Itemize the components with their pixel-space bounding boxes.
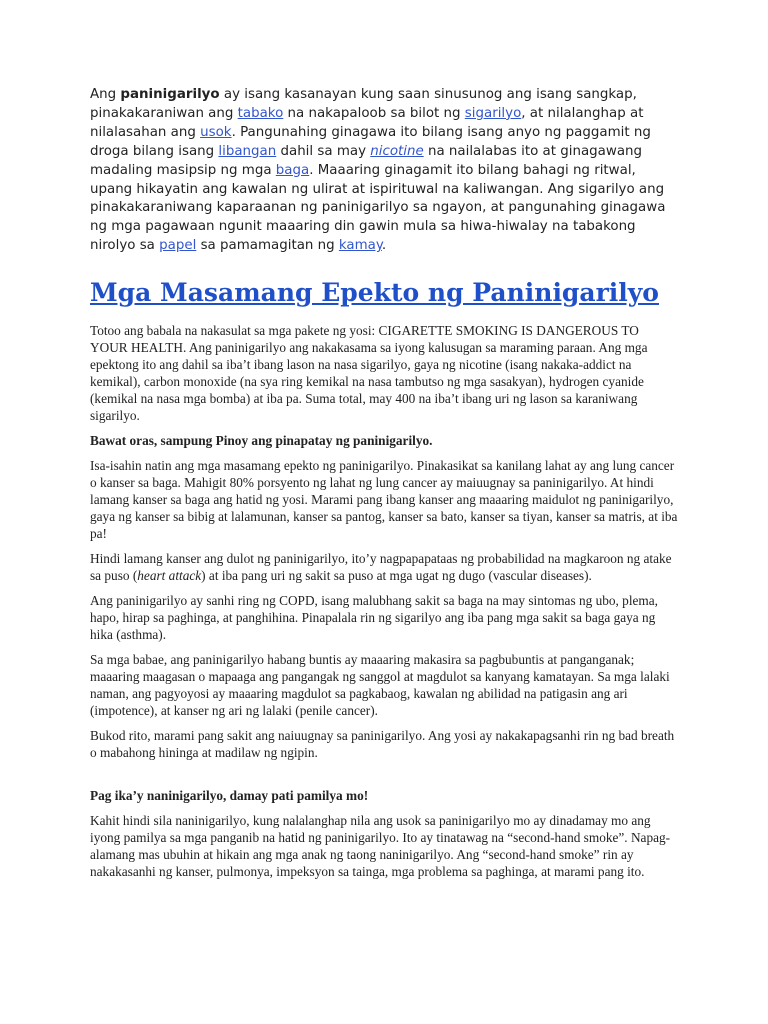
italic-term: heart attack — [137, 568, 202, 584]
intro-text: na nailalabas ito at ginagawang madaling masipsip ng mga — [90, 143, 643, 178]
intro-text: na nakapaloob sa bilot ng — [283, 105, 465, 121]
paragraph-other-effects: Bukod rito, marami pang sakit ang naiuugnay sa paninigarilyo. Ang yosi ay nakakapagsanhi rin ng bad breath o mabahong hininga at madilaw ng ngipin. — [90, 728, 675, 761]
intro-text: Ang — [90, 87, 121, 102]
intro-paragraph — [90, 86, 678, 256]
link-usok[interactable]: usok — [200, 124, 232, 140]
intro-text: ay isang kasanayan kung saan sinusunog ang isang sangkap, pinakakaraniwan ang — [90, 87, 637, 121]
link-kamay[interactable]: kamay — [338, 238, 382, 254]
subheading-family: Pag ika’y naninigarilyo, damay pati pamilya mo! — [90, 788, 369, 804]
link-baga[interactable]: baga — [275, 162, 310, 178]
paragraph-cancer: Isa-isahin natin ang mga masamang epekto ng paninigarilyo. Pinakasikat sa kanilang lahat ay ang lung cancer o kanser sa baga. Mahigit 80% porsyento ng lahat ng lung cancer ay maiuugnay sa paninigarilyo. At hindi lamang kanser sa baga ang hatid ng yosi. Marami pang ibang kanser ang maaaring maidulot ng paninigarilyo, gaya ng kanser sa bibig at lalamunan, kanser sa pantog, kanser sa bato, kanser sa tiyan, kanser sa matris, at iba pa! — [90, 458, 678, 542]
paragraph-warning: Totoo ang babala na nakasulat sa mga pakete ng yosi: CIGARETTE SMOKING IS DANGEROUS TO YOUR HEALTH. Ang paninigarilyo ang nakakasama sa iyong kalusugan sa maraming paraan. Ang mga epektong ito ang dahil sa iba’t ibang lason na nasa sigarilyo, gaya ng nicotine (isang nakaka-addict na kemikal), carbon monoxide (na sya ring kemikal na nasa tambutso ng mga sasakyan), hydrogen cyanide (kemikal na nasa mga bomba) at iba pa. Suma total, may 400 na iba’t ibang uri ng lason sa karaniwang sigarilyo. — [90, 323, 648, 424]
section-heading: Mga Masamang Epekto ng Paninigarilyo — [90, 278, 659, 308]
intro-text: dahil sa may — [276, 143, 371, 159]
subheading-deaths: Bawat oras, sampung Pinoy ang pinapatay ng paninigarilyo. — [90, 433, 433, 449]
intro-bold-term: paninigarilyo — [120, 87, 220, 102]
paragraph-text: Hindi lamang kanser ang dulot ng paninigarilyo, ito’y nagpapapataas ng probabilidad na magkaroon ng atake sa puso ( — [90, 551, 672, 584]
intro-text: . Pangunahing ginagawa ito bilang isang anyo ng paggamit ng droga bilang isang — [90, 124, 651, 159]
paragraph-copd: Ang paninigarilyo ay sanhi ring ng COPD, isang malubhang sakit sa baga na may sintomas ng ubo, plema, hapo, hirap sa paghinga, at panghihina. Pinapalala rin ng sigarilyo ang iba pang mga sakit sa baga gaya ng hika (asthma). — [90, 593, 658, 643]
link-sigarilyo[interactable]: sigarilyo — [464, 105, 522, 121]
paragraph-second-hand-smoke: Kahit hindi sila naninigarilyo, kung nalalanghap nila ang usok sa paninigarilyo mo ay dinadamay mo ang iyong pamilya sa mga panganib na hatid ng paninigarilyo. Ito ay tinatawag na “second-hand smoke”. Napag-alamang mas ubuhin at hikain ang mga anak ng taong naninigarilyo. Ang “second-hand smoke” rin ay nakakasanhi ng kanser, pulmonya, impeksyon sa tainga, mga problema sa paghinga, at marami pang ito. — [90, 813, 671, 880]
paragraph-reproductive: Sa mga babae, ang paninigarilyo habang buntis ay maaaring makasira sa pagbubuntis at panganganak; maaaring maagasan o mapaaga ang pangangak ng sanggol at magdulot sa kanyang kamatayan. Sa mga lalaki naman, ang pagyoyosi ay maaaring magdulot sa pagkabaog, kawalan ng abilidad na patigasin ang ari (impotence), at kanser ng ari ng lalaki (penile cancer). — [90, 652, 670, 719]
intro-text: sa pamamagitan ng — [196, 238, 339, 254]
intro-text: . — [381, 238, 387, 254]
link-libangan[interactable]: libangan — [218, 143, 277, 159]
paragraph-text: ) at iba pang uri ng sakit sa puso at mga ugat ng dugo (vascular diseases). — [201, 568, 592, 584]
intro-text: , at nilalanghap at nilalasahan ang — [90, 105, 644, 140]
link-nicotine[interactable]: nicotine — [370, 143, 424, 159]
link-tabako[interactable]: tabako — [237, 105, 284, 121]
link-papel[interactable]: papel — [159, 238, 197, 254]
paragraph-heart — [90, 550, 678, 584]
intro-text: . Maaaring ginagamit ito bilang bahagi ng ritwal, upang hikayatin ang kawalan ng ulirat at ispirituwal na kaliwangan. Ang sigarilyo ang pinakakaraniwang kaparaanan ng paninigarilyo sa ngayon, at pangunahing ginagawa ng mga pagawaan ngunit maaaring din gawin mula sa hiwa-hiwalay na tabakong nirolyo sa — [90, 162, 666, 254]
